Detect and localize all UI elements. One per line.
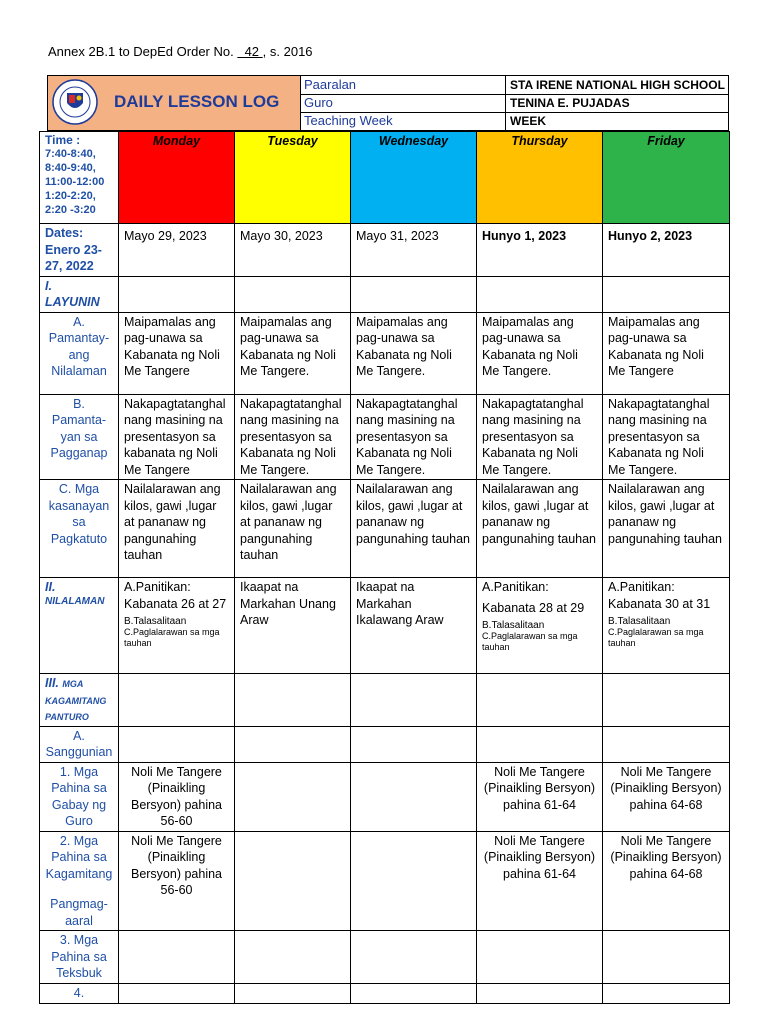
date-thursday: Hunyo 1, 2023 bbox=[477, 224, 603, 277]
cell: Nakapagtatanghal nang masining na presentasyon sa Kabanata ng Noli Me Tangere. bbox=[477, 394, 603, 480]
teacher-value: TENINA E. PUJADAS bbox=[510, 96, 630, 110]
date-wednesday: Mayo 31, 2023 bbox=[351, 224, 477, 277]
nilalaman-row bbox=[40, 578, 730, 674]
cell: Nakapagtatanghal nang masining na presentasyon sa kabanata ng Noli Me Tangere bbox=[119, 394, 235, 480]
ref-monday: Noli Me Tangere (Pinaikling Bersyon) pahina 56-60 bbox=[119, 762, 235, 831]
cell: Maipamalas ang pag-unawa sa Kabanata ng Noli Me Tangere bbox=[603, 312, 730, 394]
header-block bbox=[47, 75, 729, 131]
date-monday: Mayo 29, 2023 bbox=[119, 224, 235, 277]
row-a bbox=[40, 312, 730, 394]
header-row-week bbox=[300, 112, 728, 130]
cell: Nailalarawan ang kilos, gawi ,lugar at pananaw ng pangunahing tauhan bbox=[603, 480, 730, 578]
row-1 bbox=[40, 762, 730, 831]
row-3 bbox=[40, 931, 730, 984]
time-label: Time : bbox=[45, 133, 81, 147]
nilalaman-wednesday: Ikaapat na Markahan Ikalawang Araw bbox=[351, 578, 477, 674]
sanggunian-row bbox=[40, 726, 730, 762]
date-tuesday: Mayo 30, 2023 bbox=[235, 224, 351, 277]
row-2 bbox=[40, 831, 730, 931]
ref-thursday: Noli Me Tangere (Pinaikling Bersyon) pahina 61-64 bbox=[477, 831, 603, 931]
cell: Nakapagtatanghal nang masining na presentasyon sa Kabanata ng Noli Me Tangere. bbox=[603, 394, 730, 480]
dates-label: Dates: Enero 23-27, 2022 bbox=[40, 224, 119, 277]
school-value: STA IRENE NATIONAL HIGH SCHOOL bbox=[510, 78, 725, 92]
row-3-label: 3. Mga Pahina sa Teksbuk bbox=[40, 931, 119, 984]
ref-friday: Noli Me Tangere (Pinaikling Bersyon) pahina 64-68 bbox=[603, 831, 730, 931]
annex-suffix: , s. 2016 bbox=[262, 44, 313, 59]
logo-cell bbox=[48, 76, 301, 130]
nilalaman-thursday: A.Panitikan: Kabanata 28 at 29 B.Talasalitaan C.Paglalarawan sa mga tauhan bbox=[477, 578, 603, 674]
ref-monday: Noli Me Tangere (Pinaikling Bersyon) pahina 56-60 bbox=[119, 831, 235, 931]
cell: Nakapagtatanghal nang masining na presentasyon sa Kabanata ng Noli Me Tangere. bbox=[351, 394, 477, 480]
row-2-label: 2. Mga Pahina sa Kagamitang Pangmag-aaral bbox=[40, 831, 119, 931]
day-wednesday: Wednesday bbox=[351, 132, 477, 224]
school-label: Paaralan bbox=[300, 76, 506, 94]
log-title: DAILY LESSON LOG bbox=[114, 92, 280, 111]
layunin-row bbox=[40, 276, 730, 312]
section-1-label: I. LAYUNIN bbox=[40, 276, 119, 312]
cell: Nakapagtatanghal nang masining na presentasyon sa Kabanata ng Noli Me Tangere. bbox=[235, 394, 351, 480]
time-cell bbox=[40, 132, 119, 224]
day-monday: Monday bbox=[119, 132, 235, 224]
day-header-row bbox=[40, 132, 730, 224]
sanggunian-label: A. Sanggunian bbox=[40, 726, 119, 762]
row-4 bbox=[40, 983, 730, 1003]
teacher-label: Guro bbox=[300, 94, 506, 112]
time-slot: 7:40-8:40, bbox=[45, 148, 96, 160]
header-row-teacher bbox=[300, 94, 728, 113]
cell: Maipamalas ang pag-unawa sa Kabanata ng Noli Me Tangere. bbox=[477, 312, 603, 394]
cell: Maipamalas ang pag-unawa sa Kabanata ng Noli Me Tangere. bbox=[235, 312, 351, 394]
cell: Nailalarawan ang kilos, gawi ,lugar at pananaw ng pangunahing tauhan bbox=[351, 480, 477, 578]
cell: Nailalarawan ang kilos, gawi ,lugar at pananaw ng pangunahing tauhan bbox=[477, 480, 603, 578]
week-label: Teaching Week bbox=[300, 112, 506, 130]
cell: Nailalarawan ang kilos, gawi ,lugar at pananaw ng pangunahing tauhan bbox=[119, 480, 235, 578]
row-1-label: 1. Mga Pahina sa Gabay ng Guro bbox=[40, 762, 119, 831]
cell: Nailalarawan ang kilos, gawi ,lugar at pananaw ng pangunahing tauhan bbox=[235, 480, 351, 578]
order-number: 42 bbox=[244, 44, 260, 59]
nilalaman-monday: A.Panitikan: Kabanata 26 at 27 B.Talasalitaan C.Paglalarawan sa mga tauhan bbox=[119, 578, 235, 674]
row-a-label: A. Pamantay-ang Nilalaman bbox=[40, 312, 119, 394]
section-2-label: II. NILALAMAN bbox=[40, 578, 119, 674]
row-b bbox=[40, 394, 730, 480]
week-value: WEEK bbox=[510, 114, 546, 128]
date-friday: Hunyo 2, 2023 bbox=[603, 224, 730, 277]
time-slot: 1:20-2:20, bbox=[45, 190, 96, 202]
header-row-school bbox=[300, 76, 728, 95]
nilalaman-friday: A.Panitikan: Kabanata 30 at 31 B.Talasalitaan C.Paglalarawan sa mga tauhan bbox=[603, 578, 730, 674]
day-thursday: Thursday bbox=[477, 132, 603, 224]
day-tuesday: Tuesday bbox=[235, 132, 351, 224]
row-c-label: C. Mga kasanayan sa Pagkatuto bbox=[40, 480, 119, 578]
row-4-label: 4. bbox=[40, 983, 119, 1003]
cell: Maipamalas ang pag-unawa sa Kabanata ng Noli Me Tangere. bbox=[351, 312, 477, 394]
cell: Maipamalas ang pag-unawa sa Kabanata ng Noli Me Tangere bbox=[119, 312, 235, 394]
time-slot: 2:20 -3:20 bbox=[45, 204, 96, 216]
time-slot: 11:00-12:00 bbox=[45, 176, 105, 188]
day-friday: Friday bbox=[603, 132, 730, 224]
nilalaman-tuesday: Ikaapat na Markahan Unang Araw bbox=[235, 578, 351, 674]
row-c bbox=[40, 480, 730, 578]
time-slot: 8:40-9:40, bbox=[45, 162, 96, 174]
ref-thursday: Noli Me Tangere (Pinaikling Bersyon) pahina 61-64 bbox=[477, 762, 603, 831]
dates-row bbox=[40, 224, 730, 277]
lesson-log-table bbox=[39, 131, 730, 1004]
section-3-label: III. MGA KAGAMITANG PANTURO bbox=[40, 674, 119, 727]
deped-seal-icon bbox=[52, 79, 98, 125]
annex-line bbox=[48, 44, 313, 59]
kagamitan-row bbox=[40, 674, 730, 727]
annex-prefix: Annex 2B.1 to DepEd Order No. bbox=[48, 44, 234, 59]
ref-friday: Noli Me Tangere (Pinaikling Bersyon) pahina 64-68 bbox=[603, 762, 730, 831]
row-b-label: B. Pamanta-yan sa Pagganap bbox=[40, 394, 119, 480]
